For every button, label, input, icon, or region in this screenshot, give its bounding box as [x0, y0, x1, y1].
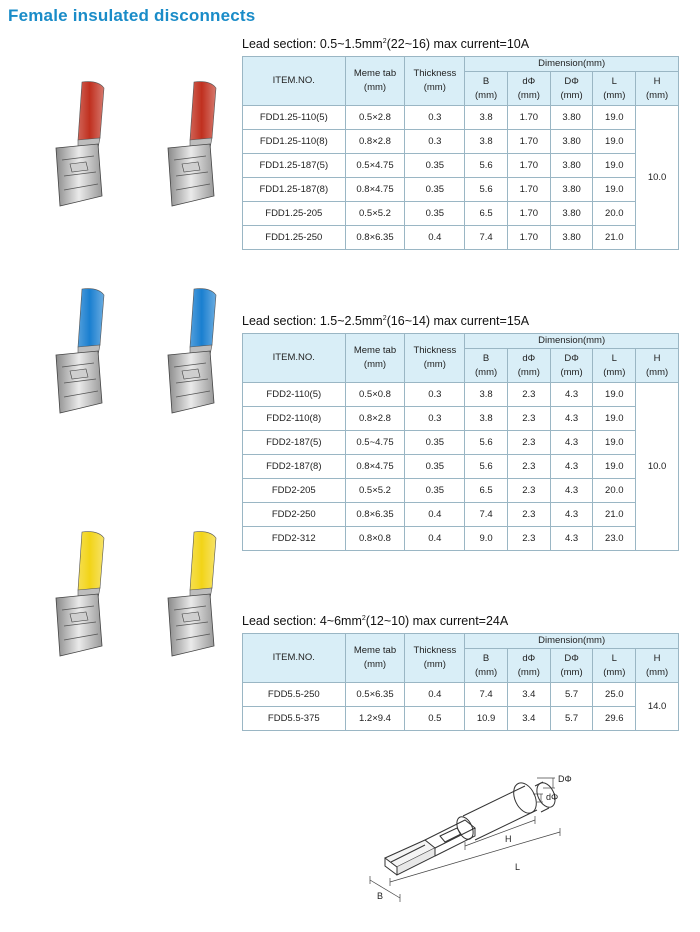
col-d-big: DΦ (mm): [550, 649, 593, 683]
meme-tab-cell: 0.5~4.75: [345, 431, 405, 455]
l-cell: 19.0: [593, 431, 636, 455]
item-no-cell: FDD2-250: [243, 503, 346, 527]
thickness-cell: 0.4: [405, 527, 465, 551]
b-cell: 6.5: [465, 479, 508, 503]
b-cell: 3.8: [465, 407, 508, 431]
l-cell: 19.0: [593, 455, 636, 479]
table-row: [243, 455, 679, 479]
col-d-small: dΦ (mm): [507, 649, 550, 683]
table-row: [243, 383, 679, 407]
d-big-cell: 3.80: [550, 202, 593, 226]
d-small-cell: 1.70: [507, 202, 550, 226]
thickness-cell: 0.3: [405, 130, 465, 154]
item-no-cell: FDD5.5-250: [243, 683, 346, 707]
col-h: H (mm): [636, 72, 679, 106]
thickness-cell: 0.3: [405, 383, 465, 407]
thickness-cell: 0.4: [405, 503, 465, 527]
table-row: [243, 479, 679, 503]
item-no-cell: FDD1.25-205: [243, 202, 346, 226]
thickness-cell: 0.5: [405, 707, 465, 731]
table-row: [243, 683, 679, 707]
l-cell: 19.0: [593, 383, 636, 407]
col-dimension: Dimension(mm): [465, 334, 679, 349]
d-small-cell: 1.70: [507, 130, 550, 154]
thickness-cell: 0.35: [405, 154, 465, 178]
d-big-cell: 3.80: [550, 226, 593, 250]
terminal-icon: [42, 528, 120, 668]
col-thickness: Thickness (mm): [405, 634, 465, 683]
meme-tab-cell: 0.5×4.75: [345, 154, 405, 178]
b-cell: 3.8: [465, 383, 508, 407]
col-h: H (mm): [636, 349, 679, 383]
d-big-cell: 4.3: [550, 455, 593, 479]
meme-tab-cell: 0.5×6.35: [345, 683, 405, 707]
h-cell: 14.0: [636, 683, 679, 731]
terminal-icon: [154, 285, 232, 425]
d-small-cell: 1.70: [507, 106, 550, 130]
l-cell: 19.0: [593, 106, 636, 130]
d-big-cell: 3.80: [550, 130, 593, 154]
l-cell: 20.0: [593, 479, 636, 503]
col-d-small: dΦ (mm): [507, 72, 550, 106]
item-no-cell: FDD2-110(5): [243, 383, 346, 407]
meme-tab-cell: 0.5×2.8: [345, 106, 405, 130]
meme-tab-cell: 0.8×2.8: [345, 407, 405, 431]
page-title: Female insulated disconnects: [8, 6, 256, 25]
d-big-cell: 4.3: [550, 503, 593, 527]
section-heading-10a: Lead section: $0.5\sim 1.5mm^2(22\sim 16)$ max current=10A: [242, 37, 530, 51]
b-cell: 9.0: [465, 527, 508, 551]
d-small-cell: 2.3: [507, 503, 550, 527]
table-row: [243, 106, 679, 130]
meme-tab-cell: 0.8×2.8: [345, 130, 405, 154]
yellow-terminals-photo: [42, 528, 232, 668]
d-small-cell: 3.4: [507, 683, 550, 707]
red-terminals-photo: [42, 78, 232, 218]
thickness-cell: 0.35: [405, 178, 465, 202]
b-cell: 10.9: [465, 707, 508, 731]
meme-tab-cell: 0.5×5.2: [345, 479, 405, 503]
h-cell: 10.0: [636, 383, 679, 551]
d-small-cell: 1.70: [507, 154, 550, 178]
meme-tab-cell: 0.8×4.75: [345, 455, 405, 479]
d-big-cell: 4.3: [550, 407, 593, 431]
table-row: [243, 154, 679, 178]
table-row: [243, 431, 679, 455]
col-b: B (mm): [465, 349, 508, 383]
b-cell: 7.4: [465, 683, 508, 707]
col-l: L (mm): [593, 72, 636, 106]
col-d-small: dΦ (mm): [507, 349, 550, 383]
col-item-no: ITEM.NO.: [243, 57, 346, 106]
b-cell: 5.6: [465, 178, 508, 202]
thickness-cell: 0.3: [405, 106, 465, 130]
b-cell: 3.8: [465, 130, 508, 154]
thickness-cell: 0.35: [405, 431, 465, 455]
meme-tab-cell: 0.8×4.75: [345, 178, 405, 202]
item-no-cell: FDD5.5-375: [243, 707, 346, 731]
item-no-cell: FDD1.25-110(5): [243, 106, 346, 130]
d-small-cell: 2.3: [507, 455, 550, 479]
b-cell: 5.6: [465, 431, 508, 455]
b-cell: 5.6: [465, 154, 508, 178]
thickness-cell: 0.3: [405, 407, 465, 431]
terminal-icon: [154, 528, 232, 668]
d-small-cell: 3.4: [507, 707, 550, 731]
spec-table-15a: [242, 333, 679, 551]
col-dimension: Dimension(mm): [465, 634, 679, 649]
table-row: [243, 527, 679, 551]
col-meme-tab: Meme tab (mm): [345, 334, 405, 383]
blue-terminals-photo: [42, 285, 232, 425]
terminal-icon: [42, 285, 120, 425]
table-row: [243, 707, 679, 731]
l-cell: 23.0: [593, 527, 636, 551]
item-no-cell: FDD2-312: [243, 527, 346, 551]
label-d-small: dΦ: [546, 792, 559, 802]
thickness-cell: 0.4: [405, 226, 465, 250]
l-cell: 19.0: [593, 154, 636, 178]
terminal-icon: [42, 78, 120, 218]
table-row: [243, 202, 679, 226]
col-dimension: Dimension(mm): [465, 57, 679, 72]
table-row: [243, 226, 679, 250]
col-b: B (mm): [465, 72, 508, 106]
d-small-cell: 1.70: [507, 178, 550, 202]
col-d-big: DΦ (mm): [550, 349, 593, 383]
meme-tab-cell: 1.2×9.4: [345, 707, 405, 731]
label-b: B: [377, 891, 384, 901]
col-d-big: DΦ (mm): [550, 72, 593, 106]
d-big-cell: 4.3: [550, 431, 593, 455]
d-big-cell: 3.80: [550, 154, 593, 178]
l-cell: 20.0: [593, 202, 636, 226]
item-no-cell: FDD2-110(8): [243, 407, 346, 431]
l-cell: 19.0: [593, 130, 636, 154]
d-big-cell: 4.3: [550, 383, 593, 407]
col-thickness: Thickness (mm): [405, 334, 465, 383]
col-b: B (mm): [465, 649, 508, 683]
label-d-big: DΦ: [558, 774, 572, 784]
spec-table-10a: [242, 56, 679, 250]
b-cell: 7.4: [465, 503, 508, 527]
table-row: [243, 503, 679, 527]
table-row: [243, 130, 679, 154]
l-cell: 19.0: [593, 178, 636, 202]
d-big-cell: 4.3: [550, 527, 593, 551]
meme-tab-cell: 0.5×0.8: [345, 383, 405, 407]
item-no-cell: FDD1.25-187(8): [243, 178, 346, 202]
meme-tab-cell: 0.5×5.2: [345, 202, 405, 226]
d-small-cell: 1.70: [507, 226, 550, 250]
item-no-cell: FDD2-205: [243, 479, 346, 503]
item-no-cell: FDD1.25-110(8): [243, 130, 346, 154]
d-small-cell: 2.3: [507, 479, 550, 503]
d-small-cell: 2.3: [507, 527, 550, 551]
h-cell: 10.0: [636, 106, 679, 250]
section-heading-24a: Lead section: $4\sim 6mm^2(12\sim 10)$ max current=24A: [242, 614, 509, 628]
l-cell: 21.0: [593, 226, 636, 250]
b-cell: 3.8: [465, 106, 508, 130]
label-h: H: [505, 834, 512, 844]
thickness-cell: 0.35: [405, 479, 465, 503]
col-thickness: Thickness (mm): [405, 57, 465, 106]
thickness-cell: 0.4: [405, 683, 465, 707]
label-l: L: [515, 862, 521, 872]
meme-tab-cell: 0.8×6.35: [345, 226, 405, 250]
dimension-diagram: [365, 770, 590, 925]
d-big-cell: 5.7: [550, 707, 593, 731]
col-l: L (mm): [593, 649, 636, 683]
l-cell: 19.0: [593, 407, 636, 431]
meme-tab-cell: 0.8×6.35: [345, 503, 405, 527]
d-small-cell: 2.3: [507, 407, 550, 431]
b-cell: 7.4: [465, 226, 508, 250]
item-no-cell: FDD1.25-187(5): [243, 154, 346, 178]
col-h: H (mm): [636, 649, 679, 683]
section-heading-15a: Lead section: $1.5\sim 2.5mm^2(16\sim 14)$ max current=15A: [242, 314, 530, 328]
col-item-no: ITEM.NO.: [243, 334, 346, 383]
d-small-cell: 2.3: [507, 431, 550, 455]
col-l: L (mm): [593, 349, 636, 383]
d-small-cell: 2.3: [507, 383, 550, 407]
b-cell: 6.5: [465, 202, 508, 226]
col-item-no: ITEM.NO.: [243, 634, 346, 683]
d-big-cell: 3.80: [550, 178, 593, 202]
meme-tab-cell: 0.8×0.8: [345, 527, 405, 551]
l-cell: 21.0: [593, 503, 636, 527]
b-cell: 5.6: [465, 455, 508, 479]
d-big-cell: 5.7: [550, 683, 593, 707]
table-row: [243, 178, 679, 202]
item-no-cell: FDD2-187(8): [243, 455, 346, 479]
item-no-cell: FDD1.25-250: [243, 226, 346, 250]
table-row: [243, 407, 679, 431]
col-meme-tab: Meme tab (mm): [345, 634, 405, 683]
l-cell: 25.0: [593, 683, 636, 707]
thickness-cell: 0.35: [405, 455, 465, 479]
d-big-cell: 3.80: [550, 106, 593, 130]
thickness-cell: 0.35: [405, 202, 465, 226]
l-cell: 29.6: [593, 707, 636, 731]
d-big-cell: 4.3: [550, 479, 593, 503]
terminal-icon: [154, 78, 232, 218]
col-meme-tab: Meme tab (mm): [345, 57, 405, 106]
item-no-cell: FDD2-187(5): [243, 431, 346, 455]
spec-table-24a: [242, 633, 679, 731]
